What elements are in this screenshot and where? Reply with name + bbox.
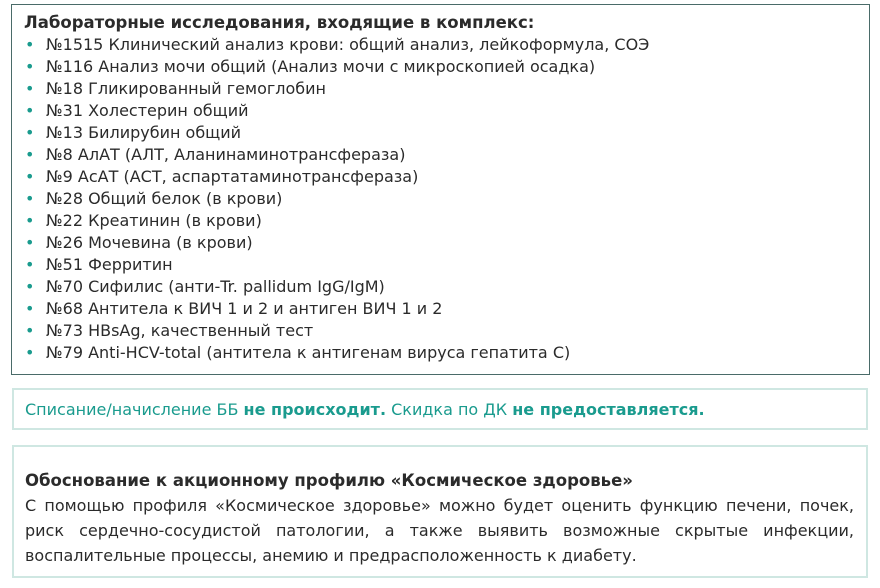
test-list-item	[24, 122, 869, 144]
test-label: №18 Гликированный гемоглобин	[46, 79, 327, 98]
bonus-notice	[25, 400, 705, 419]
bullet-icon: •	[25, 57, 35, 76]
tests-panel	[11, 4, 870, 375]
test-list-item	[24, 210, 869, 232]
test-label: №31 Холестерин общий	[46, 101, 249, 120]
tests-list	[24, 34, 869, 364]
test-label: №73 HBsAg, качественный тест	[46, 321, 314, 340]
bullet-icon: •	[25, 211, 35, 230]
bullet-icon: •	[25, 35, 35, 54]
test-list-item	[24, 276, 869, 298]
bullet-icon: •	[25, 299, 35, 318]
test-label: №28 Общий белок (в крови)	[46, 189, 283, 208]
bullet-icon: •	[25, 277, 35, 296]
test-list-item	[24, 254, 869, 276]
bullet-icon: •	[25, 343, 35, 362]
bonus-text-2: Скидка по ДК	[386, 399, 513, 419]
bullet-icon: •	[25, 145, 35, 164]
bonus-bold-2: не предоставляется.	[512, 399, 705, 419]
bonus-bold-1: не происходит.	[243, 399, 387, 419]
bullet-icon: •	[25, 123, 35, 142]
rationale-panel	[12, 445, 868, 578]
test-list-item	[24, 188, 869, 210]
test-label: №1515 Клинический анализ крови: общий анализ, лейкоформула, СОЭ	[46, 35, 650, 54]
test-list-item	[24, 232, 869, 254]
test-label: №8 АлАТ (АЛТ, Аланинаминотрансфераза)	[46, 145, 406, 164]
test-label: №9 АсАТ (АСТ, аспартатаминотрансфераза)	[46, 167, 419, 186]
test-list-item	[24, 34, 869, 56]
bullet-icon: •	[25, 233, 35, 252]
test-list-item	[24, 56, 869, 78]
test-label: №22 Креатинин (в крови)	[46, 211, 262, 230]
bonus-text-1: Списание/начисление ББ	[25, 399, 244, 419]
test-label: №79 Anti-HCV-total (антитела к антигенам вируса гепатита С)	[46, 343, 571, 362]
bullet-icon: •	[25, 189, 35, 208]
test-label: №68 Антитела к ВИЧ 1 и 2 и антиген ВИЧ 1 и 2	[46, 299, 443, 318]
rationale-text: С помощью профиля «Космическое здоровье» можно будет оценить функцию печени, почек, риск сердечно-сосудистой патологии, а также выявить возможные скрытые инфекции, воспалительные процессы, анемию и предрасположенность к диабету.	[25, 496, 854, 565]
test-list-item	[24, 78, 869, 100]
rationale-title: Обоснование к акционному профилю «Космическое здоровье»	[25, 471, 633, 490]
bonus-notice-panel	[12, 388, 868, 430]
test-list-item	[24, 144, 869, 166]
bullet-icon: •	[25, 79, 35, 98]
test-label: №26 Мочевина (в крови)	[46, 233, 253, 252]
bullet-icon: •	[25, 101, 35, 120]
bullet-icon: •	[25, 255, 35, 274]
test-label: №116 Анализ мочи общий (Анализ мочи с микроскопией осадка)	[46, 57, 596, 76]
bullet-icon: •	[25, 167, 35, 186]
test-list-item	[24, 166, 869, 188]
test-label: №13 Билирубин общий	[46, 123, 242, 142]
test-list-item	[24, 320, 869, 342]
test-list-item	[24, 342, 869, 364]
tests-title: Лабораторные исследования, входящие в комплекс:	[24, 13, 535, 32]
test-list-item	[24, 298, 869, 320]
test-label: №51 Ферритин	[46, 255, 173, 274]
bullet-icon: •	[25, 321, 35, 340]
test-list-item	[24, 100, 869, 122]
test-label: №70 Сифилис (анти-Tr. pallidum IgG/IgM)	[46, 277, 385, 296]
